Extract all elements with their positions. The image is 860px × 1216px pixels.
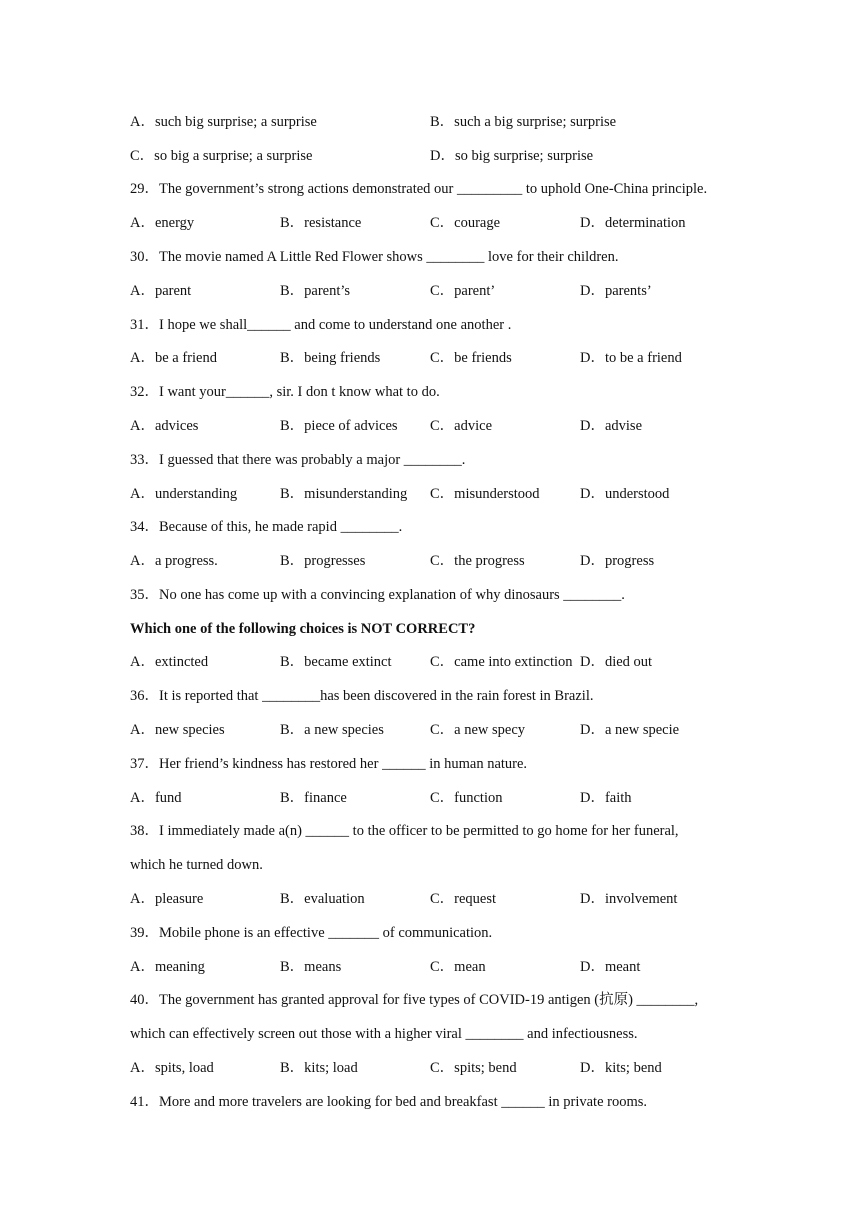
q37-options <box>130 788 770 808</box>
q34-option-d: D．progress <box>580 553 655 569</box>
q39-option-c: C．mean <box>430 959 486 975</box>
q39-options <box>130 957 770 977</box>
q39-stem: 39．Mobile phone is an effective _______ of communication. <box>130 925 493 941</box>
q38-stem-continued: which he turned down. <box>130 857 263 873</box>
q29-options <box>130 213 770 233</box>
q31-options <box>130 348 770 368</box>
q35-instruction: Which one of the following choices is NOT CORRECT? <box>130 621 476 637</box>
q29-option-d: D．determination <box>580 215 686 231</box>
q39-option-d: D．meant <box>580 959 641 975</box>
q30-option-c: C．parent’ <box>430 283 496 299</box>
q37-option-a: A．fund <box>130 790 182 806</box>
q31-option-a: A．be a friend <box>130 350 217 366</box>
q30-option-a: A．parent <box>130 283 192 299</box>
q35-option-c: C．came into extinction <box>430 654 573 670</box>
q38-option-c: C．request <box>430 891 497 907</box>
q28-option-c: C．so big a surprise; a surprise <box>130 148 313 164</box>
q35-options <box>130 652 770 672</box>
q28-option-a: A．such big surprise; a surprise <box>130 114 317 130</box>
q31-option-d: D．to be a friend <box>580 350 682 366</box>
q40-option-a: A．spits, load <box>130 1060 214 1076</box>
q30-options <box>130 281 770 301</box>
q32-option-d: D．advise <box>580 418 643 434</box>
q33-option-a: A．understanding <box>130 486 238 502</box>
q29-stem: 29．The government’s strong actions demonstrated our _________ to uphold One-China principle. <box>130 181 708 197</box>
q28-options-row1 <box>130 112 770 132</box>
q33-options <box>130 484 770 504</box>
q28-option-b: B．such a big surprise; surprise <box>430 114 617 130</box>
q40-stem: 40．The government has granted approval for five types of COVID-19 antigen (抗原) ________, <box>130 992 699 1008</box>
q40-option-b: B．kits; load <box>280 1060 358 1076</box>
q40-option-d: D．kits; bend <box>580 1060 662 1076</box>
q33-option-c: C．misunderstood <box>430 486 540 502</box>
q28-option-d: D．so big surprise; surprise <box>430 148 594 164</box>
q36-option-b: B．a new species <box>280 722 384 738</box>
q40-stem-continued: which can effectively screen out those with a higher viral ________ and infectiousness. <box>130 1026 638 1042</box>
q31-option-c: C．be friends <box>430 350 512 366</box>
q29-option-a: A．energy <box>130 215 195 231</box>
q35-option-d: D．died out <box>580 654 653 670</box>
q38-option-a: A．pleasure <box>130 891 204 907</box>
q35-option-a: A．extincted <box>130 654 209 670</box>
q29-option-b: B．resistance <box>280 215 362 231</box>
q29-option-c: C．courage <box>430 215 501 231</box>
q36-stem: 36．It is reported that ________has been discovered in the rain forest in Brazil. <box>130 688 594 704</box>
q34-option-a: A．a progress. <box>130 553 218 569</box>
q34-option-b: B．progresses <box>280 553 366 569</box>
q38-option-b: B．evaluation <box>280 891 365 907</box>
q32-option-b: B．piece of advices <box>280 418 398 434</box>
q40-option-c: C．spits; bend <box>430 1060 517 1076</box>
q33-stem: 33．I guessed that there was probably a major ________. <box>130 452 466 468</box>
q37-option-c: C．function <box>430 790 503 806</box>
q31-option-b: B．being friends <box>280 350 381 366</box>
q34-options <box>130 551 770 571</box>
q37-option-d: D．faith <box>580 790 632 806</box>
q36-option-a: A．new species <box>130 722 225 738</box>
q33-option-d: D．understood <box>580 486 670 502</box>
q36-option-c: C．a new specy <box>430 722 526 738</box>
q30-stem: 30．The movie named A Little Red Flower shows ________ love for their children. <box>130 249 619 265</box>
q34-stem: 34．Because of this, he made rapid ________. <box>130 519 403 535</box>
q35-stem: 35．No one has come up with a convincing explanation of why dinosaurs ________. <box>130 587 625 603</box>
q36-options <box>130 720 770 740</box>
q31-stem: 31．I hope we shall______ and come to understand one another . <box>130 317 512 333</box>
q37-option-b: B．finance <box>280 790 347 806</box>
q28-options-row2 <box>130 146 770 166</box>
q38-options <box>130 889 770 909</box>
q39-option-b: B．means <box>280 959 342 975</box>
q35-option-b: B．became extinct <box>280 654 392 670</box>
q32-option-c: C．advice <box>430 418 493 434</box>
q32-option-a: A．advices <box>130 418 199 434</box>
q38-option-d: D．involvement <box>580 891 678 907</box>
q38-stem: 38．I immediately made a(n) ______ to the officer to be permitted to go home for her funeral, <box>130 823 679 839</box>
q37-stem: 37．Her friend’s kindness has restored her ______ in human nature. <box>130 756 528 772</box>
q32-stem: 32．I want your______, sir. I don t know what to do. <box>130 384 440 400</box>
q30-option-b: B．parent’s <box>280 283 351 299</box>
q36-option-d: D．a new specie <box>580 722 680 738</box>
q32-options <box>130 416 770 436</box>
q33-option-b: B．misunderstanding <box>280 486 408 502</box>
q30-option-d: D．parents’ <box>580 283 652 299</box>
q34-option-c: C．the progress <box>430 553 525 569</box>
q41-stem: 41．More and more travelers are looking for bed and breakfast ______ in private rooms. <box>130 1094 648 1110</box>
q40-options <box>130 1058 770 1078</box>
q39-option-a: A．meaning <box>130 959 205 975</box>
